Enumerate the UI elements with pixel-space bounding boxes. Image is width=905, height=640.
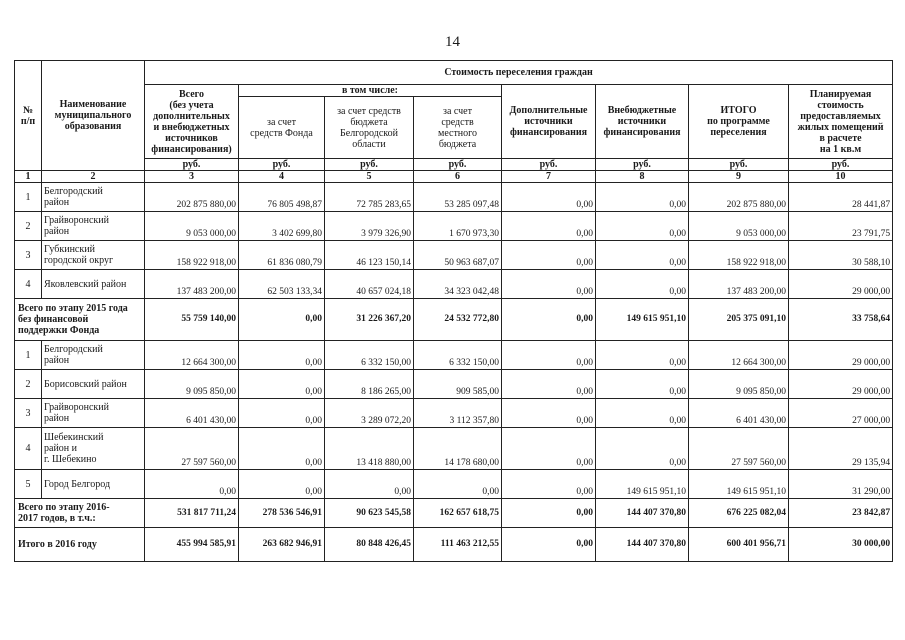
header-total: Всего (без учета дополнительных и внебюджетных источников финансирования) [145, 85, 239, 159]
value-cell: 13 418 880,00 [325, 428, 414, 470]
value-cell: 3 979 326,90 [325, 212, 414, 241]
row-index: 3 [15, 241, 42, 270]
table-row [15, 183, 893, 212]
table-row [15, 428, 893, 470]
value-cell: 0,00 [502, 212, 596, 241]
value-cell: 0,00 [596, 370, 689, 399]
value-cell: 0,00 [239, 470, 325, 499]
column-number: 1 [15, 171, 42, 183]
unit-label: руб. [502, 159, 596, 171]
header-fund: за счет средств Фонда [239, 97, 325, 159]
value-cell: 30 000,00 [789, 528, 893, 562]
value-cell: 27 597 560,00 [145, 428, 239, 470]
table-total-row [15, 299, 893, 341]
value-cell: 531 817 711,24 [145, 499, 239, 528]
total-label: Всего по этапу 2016- 2017 годов, в т.ч.: [15, 499, 145, 528]
value-cell: 90 623 545,58 [325, 499, 414, 528]
unit-label: руб. [325, 159, 414, 171]
value-cell: 3 402 699,80 [239, 212, 325, 241]
unit-label: руб. [414, 159, 502, 171]
value-cell: 6 332 150,00 [414, 341, 502, 370]
value-cell: 137 483 200,00 [145, 270, 239, 299]
value-cell: 0,00 [502, 399, 596, 428]
value-cell: 0,00 [239, 428, 325, 470]
value-cell: 46 123 150,14 [325, 241, 414, 270]
value-cell: 6 401 430,00 [689, 399, 789, 428]
value-cell: 0,00 [596, 428, 689, 470]
value-cell: 29 135,94 [789, 428, 893, 470]
row-index: 4 [15, 428, 42, 470]
value-cell: 0,00 [325, 470, 414, 499]
value-cell: 0,00 [596, 341, 689, 370]
header-program-total: ИТОГО по программе переселения [689, 85, 789, 159]
municipality-name: Яковлевский район [42, 270, 145, 299]
value-cell: 34 323 042,48 [414, 270, 502, 299]
column-number: 8 [596, 171, 689, 183]
value-cell: 0,00 [239, 370, 325, 399]
value-cell: 0,00 [239, 399, 325, 428]
value-cell: 0,00 [502, 299, 596, 341]
municipality-name: Город Белгород [42, 470, 145, 499]
column-number: 2 [42, 171, 145, 183]
unit-label: руб. [689, 159, 789, 171]
value-cell: 40 657 024,18 [325, 270, 414, 299]
column-number: 7 [502, 171, 596, 183]
value-cell: 600 401 956,71 [689, 528, 789, 562]
header-regional-budget: за счет средств бюджета Белгородской области [325, 97, 414, 159]
table-total-row [15, 499, 893, 528]
value-cell: 158 922 918,00 [689, 241, 789, 270]
value-cell: 61 836 080,79 [239, 241, 325, 270]
column-number: 9 [689, 171, 789, 183]
value-cell: 149 615 951,10 [596, 299, 689, 341]
value-cell: 76 805 498,87 [239, 183, 325, 212]
value-cell: 12 664 300,00 [145, 341, 239, 370]
value-cell: 24 532 772,80 [414, 299, 502, 341]
value-cell: 0,00 [596, 183, 689, 212]
table-row [15, 470, 893, 499]
header-subgroup: в том числе: [239, 85, 502, 97]
value-cell: 0,00 [502, 499, 596, 528]
value-cell: 31 226 367,20 [325, 299, 414, 341]
column-number: 6 [414, 171, 502, 183]
value-cell: 80 848 426,45 [325, 528, 414, 562]
value-cell: 62 503 133,34 [239, 270, 325, 299]
value-cell: 0,00 [502, 528, 596, 562]
resettlement-cost-table [14, 60, 893, 562]
value-cell: 23 842,87 [789, 499, 893, 528]
value-cell: 3 289 072,20 [325, 399, 414, 428]
value-cell: 3 112 357,80 [414, 399, 502, 428]
value-cell: 9 095 850,00 [689, 370, 789, 399]
value-cell: 0,00 [145, 470, 239, 499]
value-cell: 9 053 000,00 [145, 212, 239, 241]
column-number: 5 [325, 171, 414, 183]
value-cell: 29 000,00 [789, 341, 893, 370]
value-cell: 0,00 [502, 370, 596, 399]
value-cell: 263 682 946,91 [239, 528, 325, 562]
total-label: Итого в 2016 году [15, 528, 145, 562]
column-number: 3 [145, 171, 239, 183]
row-index: 5 [15, 470, 42, 499]
table-body [15, 183, 893, 562]
value-cell: 33 758,64 [789, 299, 893, 341]
table-row [15, 370, 893, 399]
table-row [15, 270, 893, 299]
value-cell: 14 178 680,00 [414, 428, 502, 470]
row-index: 3 [15, 399, 42, 428]
value-cell: 29 000,00 [789, 370, 893, 399]
unit-label: руб. [239, 159, 325, 171]
table-row [15, 212, 893, 241]
value-cell: 72 785 283,65 [325, 183, 414, 212]
table-total-row [15, 528, 893, 562]
table-row [15, 241, 893, 270]
value-cell: 144 407 370,80 [596, 528, 689, 562]
value-cell: 0,00 [502, 428, 596, 470]
header-additional-sources: Дополнительные источники финансирования [502, 85, 596, 159]
column-number: 4 [239, 171, 325, 183]
value-cell: 111 463 212,55 [414, 528, 502, 562]
row-index: 1 [15, 183, 42, 212]
value-cell: 28 441,87 [789, 183, 893, 212]
value-cell: 455 994 585,91 [145, 528, 239, 562]
value-cell: 158 922 918,00 [145, 241, 239, 270]
value-cell: 137 483 200,00 [689, 270, 789, 299]
value-cell: 205 375 091,10 [689, 299, 789, 341]
unit-label: руб. [789, 159, 893, 171]
header-index: № п/п [15, 61, 42, 171]
row-index: 4 [15, 270, 42, 299]
value-cell: 162 657 618,75 [414, 499, 502, 528]
value-cell: 29 000,00 [789, 270, 893, 299]
value-cell: 27 000,00 [789, 399, 893, 428]
value-cell: 53 285 097,48 [414, 183, 502, 212]
value-cell: 149 615 951,10 [689, 470, 789, 499]
value-cell: 0,00 [502, 470, 596, 499]
value-cell: 0,00 [596, 270, 689, 299]
row-index: 2 [15, 212, 42, 241]
table-row [15, 399, 893, 428]
municipality-name: Шебекинский район и г. Шебекино [42, 428, 145, 470]
value-cell: 0,00 [596, 212, 689, 241]
value-cell: 27 597 560,00 [689, 428, 789, 470]
value-cell: 6 332 150,00 [325, 341, 414, 370]
header-offbudget-sources: Внебюджетные источники финансирования [596, 85, 689, 159]
column-number: 10 [789, 171, 893, 183]
municipality-name: Белгородский район [42, 341, 145, 370]
value-cell: 0,00 [502, 241, 596, 270]
value-cell: 0,00 [414, 470, 502, 499]
value-cell: 0,00 [596, 399, 689, 428]
row-index: 1 [15, 341, 42, 370]
value-cell: 1 670 973,30 [414, 212, 502, 241]
value-cell: 0,00 [239, 341, 325, 370]
page-number: 14 [445, 34, 460, 50]
value-cell: 55 759 140,00 [145, 299, 239, 341]
value-cell: 202 875 880,00 [689, 183, 789, 212]
header-planned-cost: Планируемая стоимость предоставляемых жилых помещений в расчете на 1 кв.м [789, 85, 893, 159]
value-cell: 9 053 000,00 [689, 212, 789, 241]
value-cell: 31 290,00 [789, 470, 893, 499]
municipality-name: Губкинский городской округ [42, 241, 145, 270]
municipality-name: Грайворонский район [42, 399, 145, 428]
value-cell: 30 588,10 [789, 241, 893, 270]
value-cell: 6 401 430,00 [145, 399, 239, 428]
row-index: 2 [15, 370, 42, 399]
value-cell: 0,00 [502, 270, 596, 299]
value-cell: 0,00 [239, 299, 325, 341]
value-cell: 144 407 370,80 [596, 499, 689, 528]
value-cell: 0,00 [502, 341, 596, 370]
value-cell: 9 095 850,00 [145, 370, 239, 399]
value-cell: 23 791,75 [789, 212, 893, 241]
value-cell: 202 875 880,00 [145, 183, 239, 212]
value-cell: 0,00 [502, 183, 596, 212]
unit-label: руб. [145, 159, 239, 171]
value-cell: 278 536 546,91 [239, 499, 325, 528]
municipality-name: Белгородский район [42, 183, 145, 212]
total-label: Всего по этапу 2015 года без финансовой поддержки Фонда [15, 299, 145, 341]
header-municipality: Наименование муниципального образования [42, 61, 145, 171]
value-cell: 676 225 082,04 [689, 499, 789, 528]
header-local-budget: за счет средств местного бюджета [414, 97, 502, 159]
table-row [15, 341, 893, 370]
value-cell: 909 585,00 [414, 370, 502, 399]
value-cell: 0,00 [596, 241, 689, 270]
header-group-title: Стоимость переселения граждан [145, 61, 893, 85]
unit-label: руб. [596, 159, 689, 171]
municipality-name: Грайворонский район [42, 212, 145, 241]
value-cell: 149 615 951,10 [596, 470, 689, 499]
value-cell: 50 963 687,07 [414, 241, 502, 270]
value-cell: 12 664 300,00 [689, 341, 789, 370]
value-cell: 8 186 265,00 [325, 370, 414, 399]
municipality-name: Борисовский район [42, 370, 145, 399]
